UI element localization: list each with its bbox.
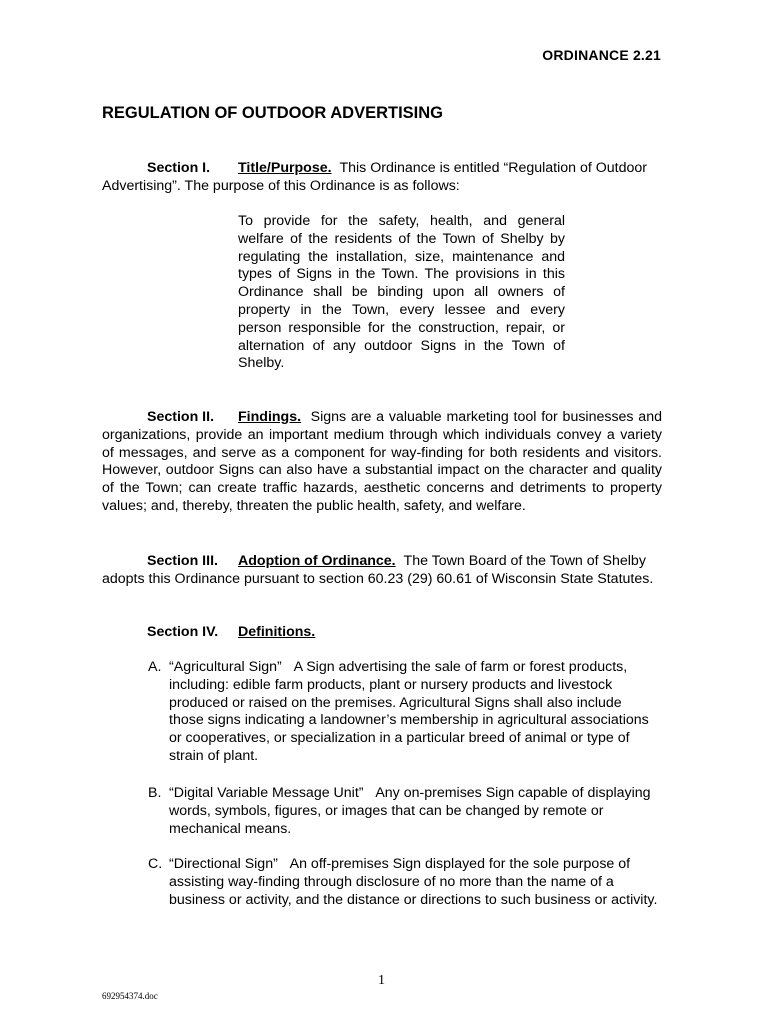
definition-text: An off-premises Sign displayed for the sole purpose of assisting way-finding through disclosure of no more than the name of a business or activity, and the distance or directions to such business or activity. [169,856,658,908]
definition-letter: A. [148,659,162,675]
section-4-heading: Definitions. [238,624,316,640]
definition-term: “Digital Variable Message Unit” [169,785,364,801]
definition-term: “Directional Sign” [169,856,278,872]
section-3-label: Section III. [147,553,218,569]
document-id: 692954374.doc [102,991,158,1001]
definition-item [148,659,660,766]
purpose-statement: To provide for the safety, health, and general welfare of the residents of the Town of Shelby by regulating the installation, size, maintenance and types of Signs in the Town. The provisions in this Ordinance shall be binding upon all owners of property in the Town, every lessee and every person responsible for the construction, repair, or alternation of any outdoor Signs in the Town of Shelby. [238,213,565,372]
ordinance-number: ORDINANCE 2.21 [542,47,661,63]
definition-term: “Agricultural Sign” [169,659,282,675]
section-2 [102,409,662,516]
section-1 [102,160,662,196]
document-title: REGULATION OF OUTDOOR ADVERTISING [102,104,443,122]
section-4 [102,624,662,642]
section-3-heading: Adoption of Ordinance. [238,553,396,569]
definition-letter: B. [148,785,162,801]
definition-text: A Sign advertising the sale of farm or forest products, including: edible farm products, plant or nursery products and livestock produced or raised on the premises. Agricultural Signs shall also include those signs indicating a landowner’s membership in agricultural associations or cooperatives, or specialization in a particular breed of animal or type of strain of plant. [169,659,649,764]
page-number: 1 [378,973,385,988]
section-2-label: Section II. [147,409,215,425]
section-4-label: Section IV. [147,624,219,640]
definition-item [148,856,660,909]
section-2-heading: Findings. [238,409,302,425]
section-1-label: Section I. [147,160,211,176]
section-3-text: The Town Board of the Town of Shelby adopts this Ordinance pursuant to section 60.23 (29) 60.61 of Wisconsin State Statutes. [102,553,654,587]
section-1-text: This Ordinance is entitled “Regulation of Outdoor Advertising”. The purpose of this Ordinance is as follows: [102,160,648,194]
definition-text: Any on-premises Sign capable of displaying words, symbols, figures, or images that can be changed by remote or mechanical means. [169,785,651,837]
section-1-heading: Title/Purpose. [238,160,332,176]
section-3 [102,553,662,589]
definition-letter: C. [148,856,163,872]
section-2-text: Signs are a valuable marketing tool for businesses and organizations, provide an important medium through which individuals convey a variety of messages, and serve as a component for way-finding for both residents and visitors. However, outdoor Signs can also have a substantial impact on the character and quality of the Town; can create traffic hazards, aesthetic concerns and detriments to property values; and, thereby, threaten the public health, safety, and welfare. [102,409,662,514]
definition-item [148,785,660,838]
